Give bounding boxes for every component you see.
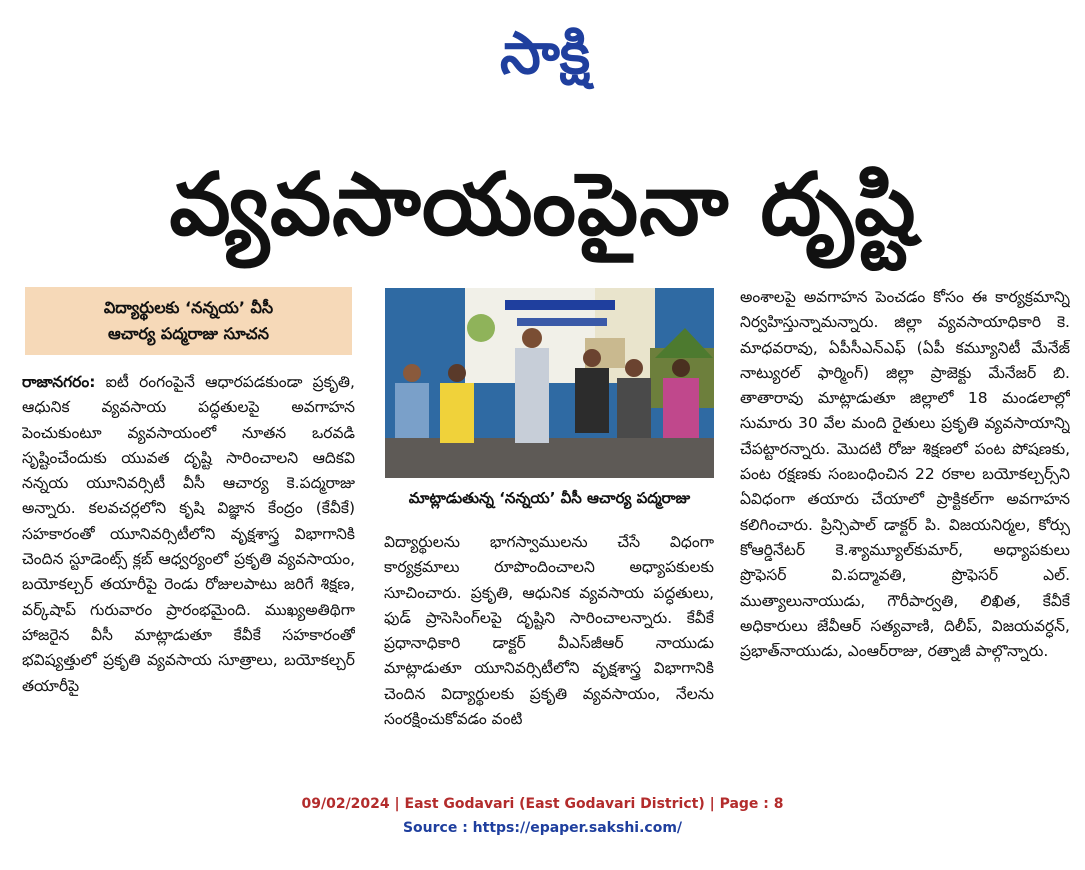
subheadline-line-2: ఆచార్య పద్మరాజు సూచన — [108, 324, 269, 343]
subheadline-line-1: విద్యార్థులకు ‘నన్నయ’ వీసీ — [103, 298, 274, 317]
photo-illustration — [385, 288, 714, 478]
masthead-logo: సాక్షి — [499, 19, 591, 87]
article-column-2 — [384, 530, 714, 768]
article-column-3 — [740, 285, 1070, 751]
photo-caption: మాట్లాడుతున్న ‘నన్నయ’ వీసీ ఆచార్య పద్మరాజు — [408, 489, 691, 507]
subheadline-box — [25, 287, 352, 355]
dateline: రాజానగరం: — [22, 373, 96, 391]
article-column-1 — [22, 370, 355, 770]
footer-edition-info: 09/02/2024 | East Godavari (East Godavari District) | Page : 8 — [301, 796, 784, 812]
article-text-col2: విద్యార్థులను భాగస్వాములను చేసే విధంగా కార్యక్రమాలు రూపొందించాలని అధ్యాపకులకు సూచించారు. ప్రకృతి, ఆధునిక వ్యవసాయ పద్ధతులు, ఫుడ్ ప్రాసెసింగ్‌లపై దృష్టిని సారించాలన్నారు. కేవీకే ప్రధానాధికారి డాక్టర్ వీఎస్‌జీఆర్ నాయుడు మాట్లాడుతూ యూనివర్సిటీలోని వృక్షశాస్త్ర విభాగానికి చెందిన విద్యార్థులకు ప్రకృతి వ్యవసాయం, నేలను సంరక్షించుకోవడం వంటి — [384, 533, 714, 729]
footer-source-link[interactable]: Source : https://epaper.sakshi.com/ — [402, 820, 683, 836]
article-text-col1: ఐటీ రంగంపైనే ఆధారపడకుండా ప్రకృతి, ఆధునిక వ్యవసాయ పద్ధతులపై అవగాహన పెంచుకుంటూ వ్యవసాయంలో నూతన ఒరవడి సృష్టించేందుకు యువత దృష్టి సారించాలని ఆదికవి నన్నయ యూనివర్సిటీ వీసీ ఆచార్య కె.పద్మరాజు అన్నారు. కలవచర్లలోని కృషి విజ్ఞాన కేంద్రం (కేవీకే) సహకారంతో యూనివర్సిటీలోని వృక్షశాస్త్ర విభాగానికి చెందిన స్టూడెంట్స్ క్లబ్ ఆధ్వర్యంలో ప్రకృతి వ్యవసాయం, బయోకల్చర్ తయారీపై రెండు రోజులపాటు జరిగే శిక్షణ, వర్క్‌షాప్ గురువారం ప్రారంభమైంది. ముఖ్యఅతిథిగా హాజరైన వీసీ మాట్లాడుతూ కేవీకే సహకారంతో భవిష్యత్తులో ప్రకృతి వ్యవసాయ సూత్రాలు, బయోకల్చర్ తయారీపై — [22, 373, 355, 695]
headline: వ్యవసాయంపైనా దృష్టి — [169, 155, 917, 255]
article-text-col3: అంశాలపై అవగాహన పెంచడం కోసం ఈ కార్యక్రమాన్ని నిర్వహిస్తున్నామన్నారు. జిల్లా వ్యవసాయాధికారి కె. మాధవరావు, ఏపీసీఎన్‌ఎఫ్ (ఏపీ కమ్యూనిటీ మేనేజ్ నాట్యురల్ ఫార్మింగ్) జిల్లా ప్రాజెక్టు మేనేజర్ బి. తాతారావు మాట్లాడుతూ జిల్లాలో 18 మండలాల్లో సుమారు 30 వేల మంది రైతులు ప్రకృతి వ్యవసాయాన్ని చేపట్టారన్నారు. మొదటి రోజు శిక్షణలో పంట పోషణకు, పంట రక్షణకు సంబంధించిన 22 రకాల బయోకల్చర్స్‌ని ఏవిధంగా తయారు చేయాలో ప్రాక్టికల్‌గా అవగాహన కలిగించారు. ప్రిన్సిపాల్ డాక్టర్ పి. విజయనిర్మల, కోర్సు కోఆర్డినేటర్ కె.శ్యామ్యూల్‌కుమార్, అధ్యాపకులు ప్రొఫెసర్ వి.పద్మావతి, ప్రొఫెసర్ ఎల్. ముత్యాలునాయుడు, గౌరీపార్వతి, లిఖిత, కేవీకే అధికారులు జేవీఆర్ సత్యవాణి, దిలీప్, విజయవర్ధన్, ప్రభాత్‌నాయుడు, ఎంఆర్‌రాజు, రత్నాజీ పాల్గొన్నారు. — [740, 288, 1070, 661]
event-stage-photo — [385, 288, 714, 478]
